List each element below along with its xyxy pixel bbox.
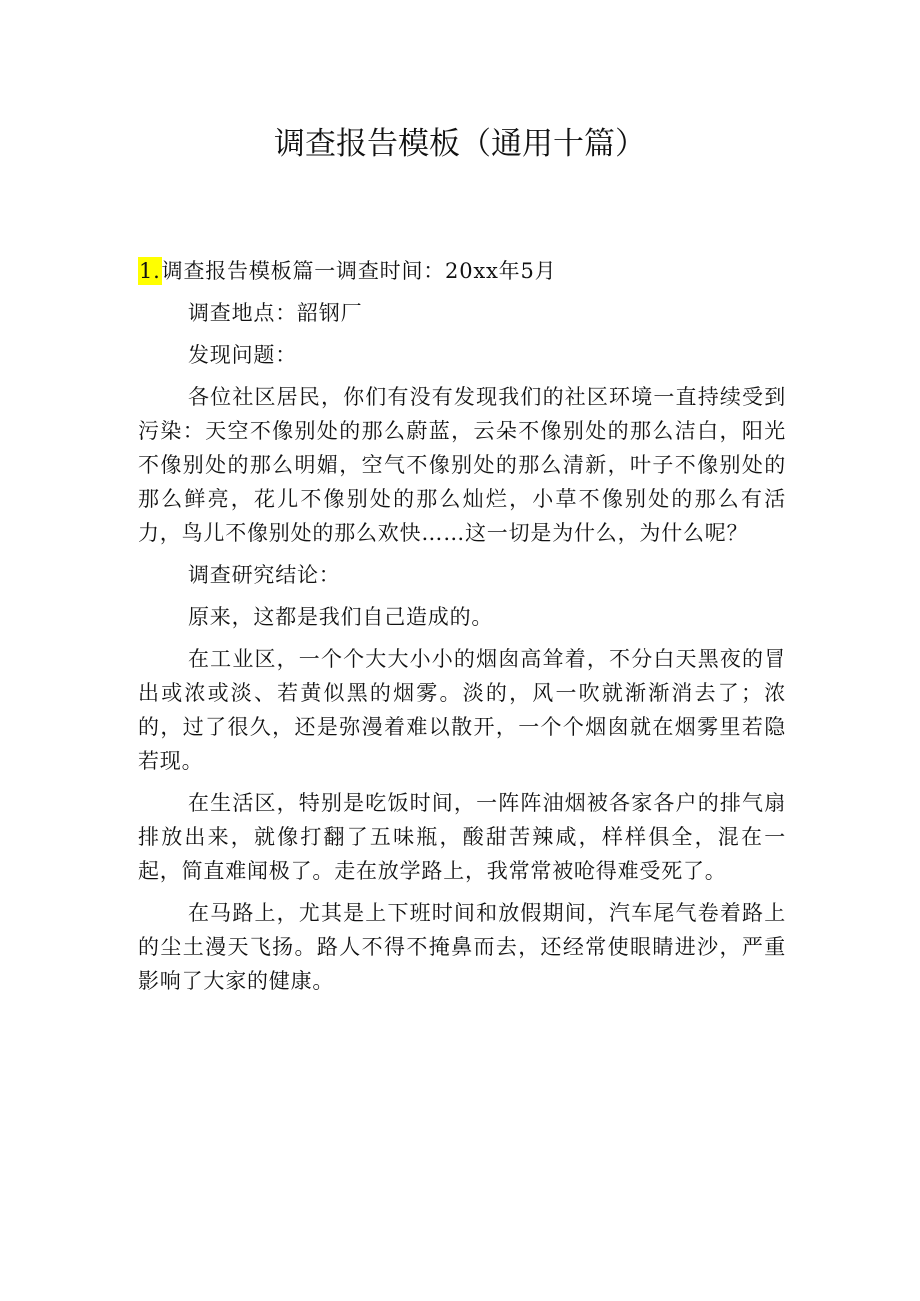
paragraph-industrial: 在工业区，一个个大大小小的烟囱高耸着，不分白天黑夜的冒出或浓或淡、若黄似黑的烟雾。淡的，风一吹就渐渐消去了；浓的，过了很久，还是弥漫着难以散开，一个个烟囱就在烟雾里若隐若现。 <box>138 647 786 773</box>
list-number-highlight: 1. <box>139 259 161 283</box>
paragraph-conclusion-label: 调查研究结论： <box>188 563 341 587</box>
section-heading-text: 调查报告模板篇一调查时间：20xx年5月 <box>161 259 557 283</box>
paragraph-road: 在马路上，尤其是上下班时间和放假期间，汽车尾气卷着路上的尘土漫天飞扬。路人不得不掩鼻而去，还经常使眼睛进沙，严重影响了大家的健康。 <box>138 901 786 993</box>
paragraph-location: 调查地点：韶钢厂 <box>188 301 363 325</box>
paragraph-problem-label: 发现问题： <box>188 343 297 367</box>
paragraph-conclusion: 原来，这都是我们自己造成的。 <box>188 605 494 629</box>
paragraph-living: 在生活区，特别是吃饭时间，一阵阵油烟被各家各户的排气扇排放出来，就像打翻了五味瓶，酸甜苦辣咸，样样俱全，混在一起，简直难闻极了。走在放学路上，我常常被呛得难受死了。 <box>138 791 786 883</box>
paragraph-problem: 各位社区居民，你们有没有发现我们的社区环境一直持续受到污染：天空不像别处的那么蔚蓝，云朵不像别处的那么洁白，阳光不像别处的那么明媚，空气不像别处的那么清新，叶子不像别处的那么鲜亮，花儿不像别处的那么灿烂，小草不像别处的那么有活力，鸟儿不像别处的那么欢快……这一切是为什么，为什么呢？ <box>138 385 786 545</box>
section-heading <box>138 254 786 288</box>
document-body <box>138 254 786 1006</box>
document-title: 调查报告模板（通用十篇） <box>274 126 646 162</box>
